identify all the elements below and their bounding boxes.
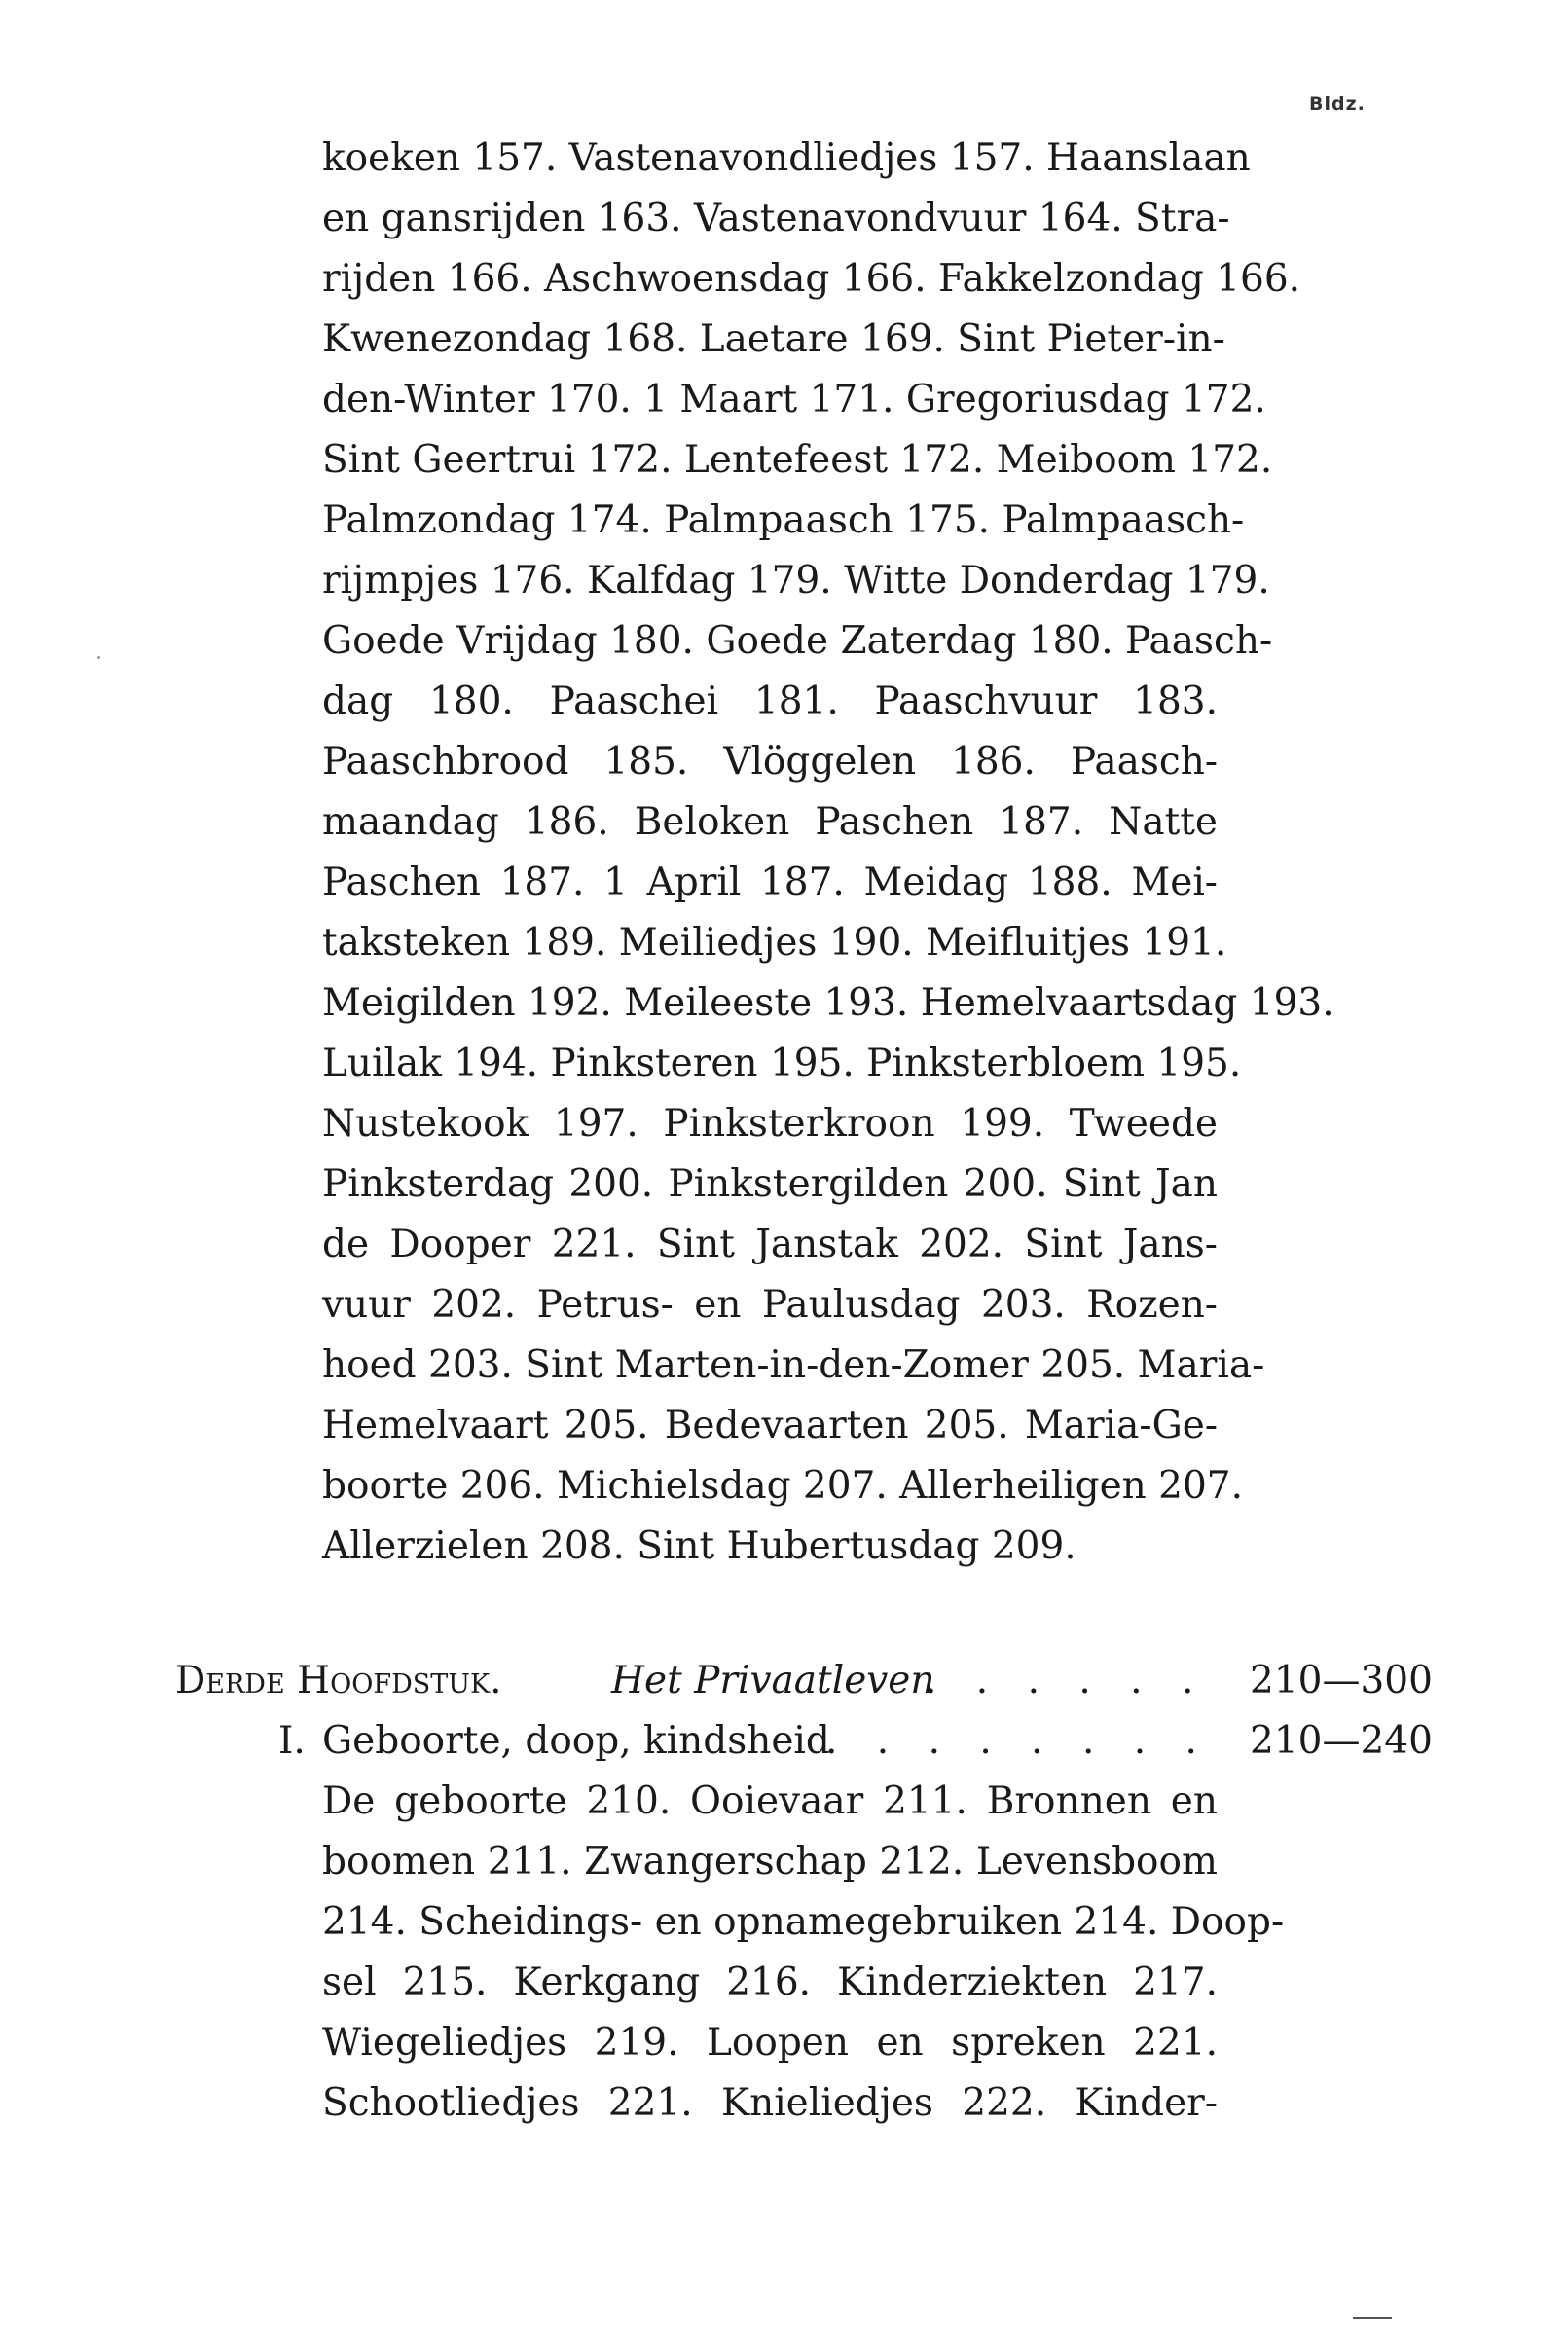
text-line: Paaschbrood 185. Vlöggelen 186. Paasch- — [322, 740, 1218, 784]
text-line: boorte 206. Michielsdag 207. Allerheiligen 207. — [322, 1464, 1244, 1508]
text-line: Nustekook 197. Pinksterkroon 199. Tweede — [322, 1102, 1218, 1146]
text-line: den-Winter 170. 1 Maart 171. Gregoriusdag 172. — [322, 378, 1266, 421]
text-line: De geboorte 210. Ooievaar 211. Bronnen en — [322, 1779, 1218, 1823]
text-line: rijmpjes 176. Kalfdag 179. Witte Donderdag 179. — [322, 559, 1270, 603]
text-line: Allerzielen 208. Sint Hubertusdag 209. — [322, 1524, 1076, 1568]
text-line: Meigilden 192. Meileeste 193. Hemelvaartsdag 193. — [322, 981, 1334, 1025]
text-line: boomen 211. Zwangerschap 212. Levensboom — [322, 1840, 1218, 1884]
text-line: Hemelvaart 205. Bedevaarten 205. Maria-Ge- — [322, 1404, 1218, 1447]
chapter-label: Derde Hoofdstuk. — [175, 1659, 502, 1702]
text-line: vuur 202. Petrus- en Paulusdag 203. Rozen- — [322, 1283, 1218, 1327]
index-paragraph-birth — [322, 1772, 1285, 2134]
text-line: Pinksterdag 200. Pinkstergilden 200. Sint Jan — [322, 1162, 1218, 1206]
text-line: Palmzondag 174. Palmpaasch 175. Palmpaasch- — [322, 498, 1245, 542]
text-line: dag 180. Paaschei 181. Paaschvuur 183. — [322, 679, 1218, 723]
text-line: taksteken 189. Meiliedjes 190. Meifluitjes 191. — [322, 921, 1227, 965]
page-edge-mark — [1353, 2317, 1392, 2319]
text-line: rijden 166. Aschwoensdag 166. Fakkelzondag 166. — [322, 257, 1301, 301]
section-title: Geboorte, doop, kindsheid — [322, 1719, 830, 1763]
text-line: Goede Vrijdag 180. Goede Zaterdag 180. Paasch- — [322, 619, 1273, 663]
text-line: Schootliedjes 221. Knieliedjes 222. Kinder- — [322, 2081, 1218, 2125]
text-line: Wiegeliedjes 219. Loopen en spreken 221. — [322, 2021, 1218, 2065]
text-line: sel 215. Kerkgang 216. Kinderziekten 217. — [322, 1960, 1218, 2004]
index-paragraph-feasts — [322, 128, 1334, 1577]
page-range: 210—240 — [1250, 1719, 1433, 1763]
dot-leader: . . . . . . . . — [825, 1719, 1211, 1763]
page-header-bldz: Bldz. — [1309, 93, 1366, 115]
toc-chapter-row — [175, 1651, 1440, 1711]
text-line: koeken 157. Vastenavondliedjes 157. Haanslaan — [322, 136, 1251, 180]
text-line: Paschen 187. 1 April 187. Meidag 188. Mei- — [322, 860, 1218, 904]
paper-speck — [97, 656, 100, 659]
text-line: Sint Geertrui 172. Lentefeest 172. Meiboom 172. — [322, 438, 1273, 482]
text-line: hoed 203. Sint Marten-in-den-Zomer 205. Maria- — [322, 1343, 1265, 1387]
text-line: de Dooper 221. Sint Janstak 202. Sint Jans- — [322, 1223, 1218, 1266]
section-numeral: I. — [278, 1719, 306, 1763]
toc-section-row — [175, 1711, 1440, 1772]
text-line: en gansrijden 163. Vastenavondvuur 164. Stra- — [322, 197, 1230, 240]
dot-leader: . . . . . . — [925, 1659, 1208, 1702]
text-line: 214. Scheidings- en opnamegebruiken 214. Doop- — [322, 1900, 1285, 1944]
text-line: maandag 186. Beloken Paschen 187. Natte — [322, 800, 1218, 844]
page-range: 210—300 — [1250, 1659, 1433, 1702]
chapter-title: Het Privaatleven — [611, 1659, 935, 1702]
text-line: Kwenezondag 168. Laetare 169. Sint Pieter-in- — [322, 317, 1225, 361]
text-line: Luilak 194. Pinksteren 195. Pinksterbloem 195. — [322, 1042, 1242, 1085]
